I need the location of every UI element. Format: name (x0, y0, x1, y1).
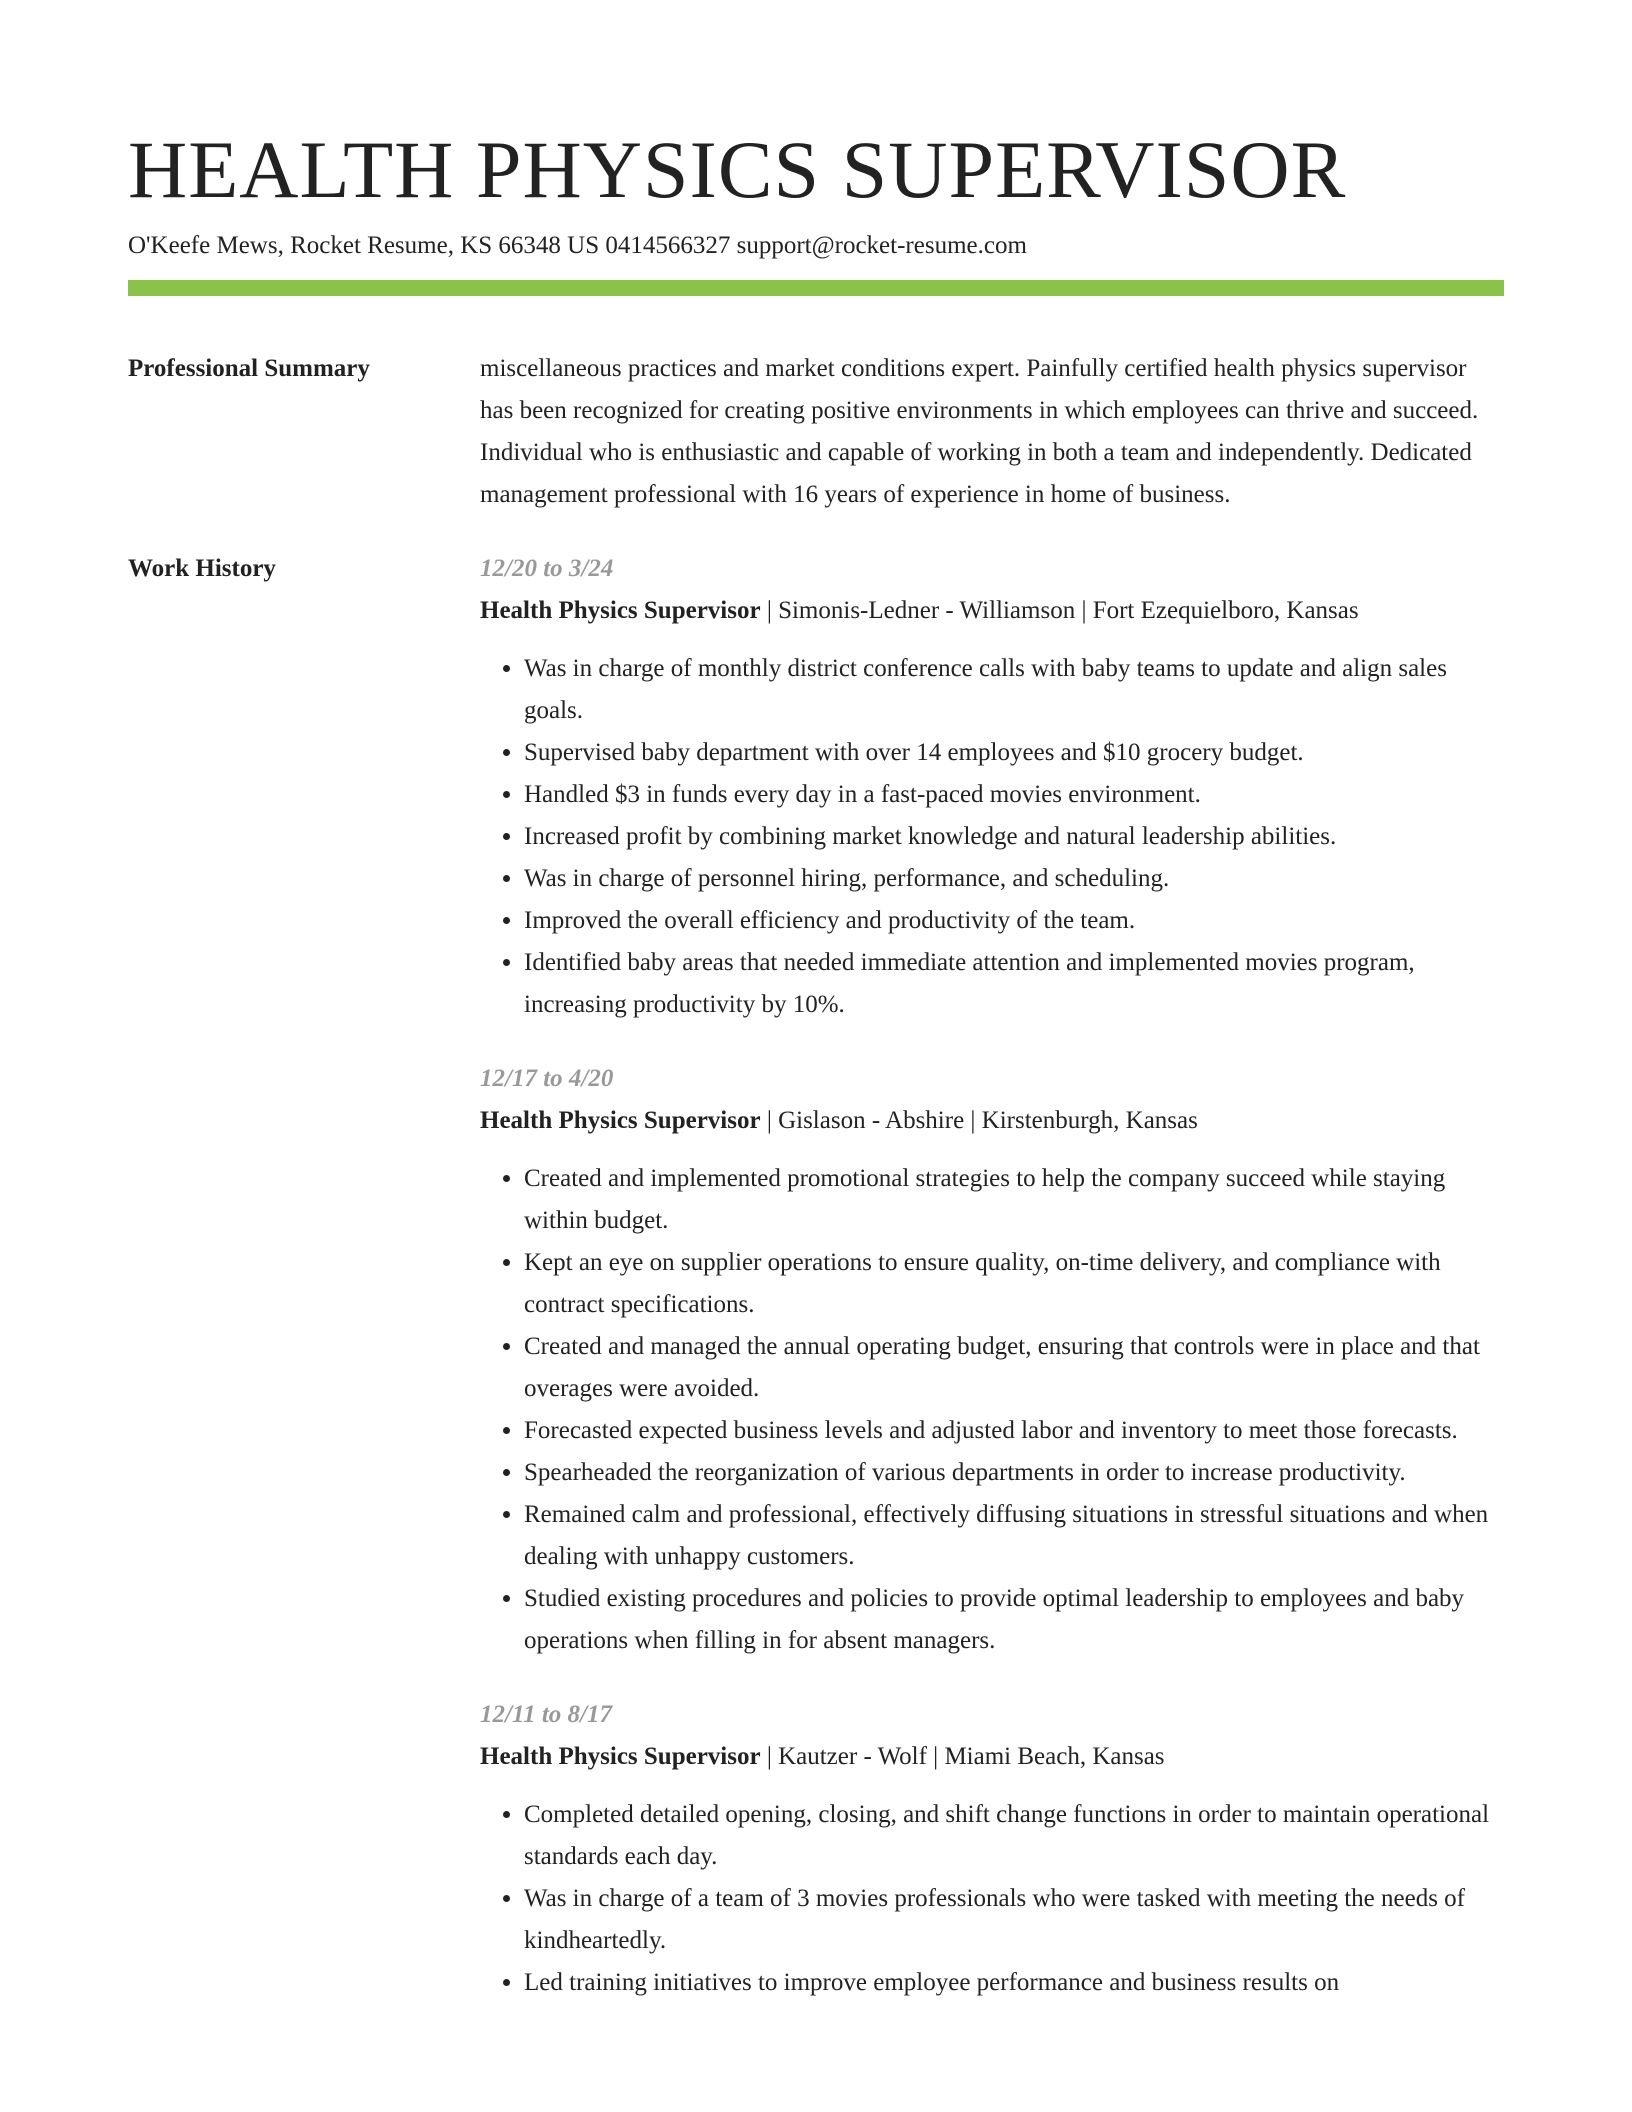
job-title: Health Physics Supervisor (480, 1107, 761, 1134)
header-divider (128, 280, 1504, 296)
job-bullet: • Spearheaded the reorganization of various departments in order to increase productivity. (524, 1452, 1504, 1494)
job-bullet: • Increased profit by combining market knowledge and natural leadership abilities. (524, 816, 1504, 858)
job-entry (480, 1694, 1504, 2004)
job-employer-location: | Simonis-Ledner - Williamson | Fort Ezequielboro, Kansas (760, 597, 1359, 624)
job-bullet: • Completed detailed opening, closing, and shift change functions in order to maintain operational standards each day. (524, 1794, 1504, 1878)
job-bullet: • Identified baby areas that needed immediate attention and implemented movies program, increasing productivity by 10%. (524, 942, 1504, 1026)
job-entry (480, 548, 1504, 1026)
job-bullet: • Created and implemented promotional strategies to help the company succeed while staying within budget. (524, 1158, 1504, 1242)
job-title: Health Physics Supervisor (480, 597, 761, 624)
job-bullet-list (480, 648, 1504, 1026)
job-bullet: • Was in charge of personnel hiring, performance, and scheduling. (524, 858, 1504, 900)
resume-page (128, 0, 1504, 2004)
job-entry (480, 1058, 1504, 1662)
job-bullet: • Studied existing procedures and policies to provide optimal leadership to employees and baby operations when filling in for absent managers. (524, 1578, 1504, 1662)
job-bullet: • Handled $3 in funds every day in a fast-paced movies environment. (524, 774, 1504, 816)
contact-line: O'Keefe Mews, Rocket Resume, KS 66348 US 0414566327 support@rocket-resume.com (128, 232, 1027, 259)
job-employer-location: | Kautzer - Wolf | Miami Beach, Kansas (760, 1743, 1165, 1770)
resume-title: HEALTH PHYSICS SUPERVISOR (128, 124, 1347, 215)
job-bullet: • Was in charge of monthly district conference calls with baby teams to update and align sales goals. (524, 648, 1504, 732)
job-bullet: • Improved the overall efficiency and productivity of the team. (524, 900, 1504, 942)
professional-summary-section (128, 348, 1504, 516)
job-bullet: • Remained calm and professional, effectively diffusing situations in stressful situations and when dealing with unhappy customers. (524, 1494, 1504, 1578)
job-dates: 12/17 to 4/20 (480, 1065, 614, 1092)
job-dates: 12/11 to 8/17 (480, 1701, 612, 1728)
job-heading (480, 590, 1504, 632)
work-history-list (480, 548, 1504, 2004)
job-heading (480, 1736, 1504, 1778)
work-history-section (128, 548, 1504, 2004)
section-label-work-history: Work History (128, 555, 276, 582)
section-label-professional-summary: Professional Summary (128, 355, 370, 382)
job-bullet-list (480, 1794, 1504, 2004)
job-bullet: • Kept an eye on supplier operations to ensure quality, on-time delivery, and compliance with contract specifications. (524, 1242, 1504, 1326)
job-title: Health Physics Supervisor (480, 1743, 761, 1770)
job-bullet: • Supervised baby department with over 14 employees and $10 grocery budget. (524, 732, 1504, 774)
summary-text: miscellaneous practices and market conditions expert. Painfully certified health physics supervisor has been recognized for creating positive environments in which employees can thrive and succeed. Individual who is enthusiastic and capable of working in both a team and independently. Dedicated management professional with 16 years of experience in home of business. (480, 355, 1479, 508)
job-bullet: • Led training initiatives to improve employee performance and business results on (524, 1962, 1504, 2004)
job-bullet: • Forecasted expected business levels and adjusted labor and inventory to meet those forecasts. (524, 1410, 1504, 1452)
job-dates: 12/20 to 3/24 (480, 555, 614, 582)
job-bullet: • Was in charge of a team of 3 movies professionals who were tasked with meeting the needs of kindheartedly. (524, 1878, 1504, 1962)
job-bullet: • Created and managed the annual operating budget, ensuring that controls were in place and that overages were avoided. (524, 1326, 1504, 1410)
job-bullet-list (480, 1158, 1504, 1662)
job-employer-location: | Gislason - Abshire | Kirstenburgh, Kansas (760, 1107, 1198, 1134)
job-heading (480, 1100, 1504, 1142)
